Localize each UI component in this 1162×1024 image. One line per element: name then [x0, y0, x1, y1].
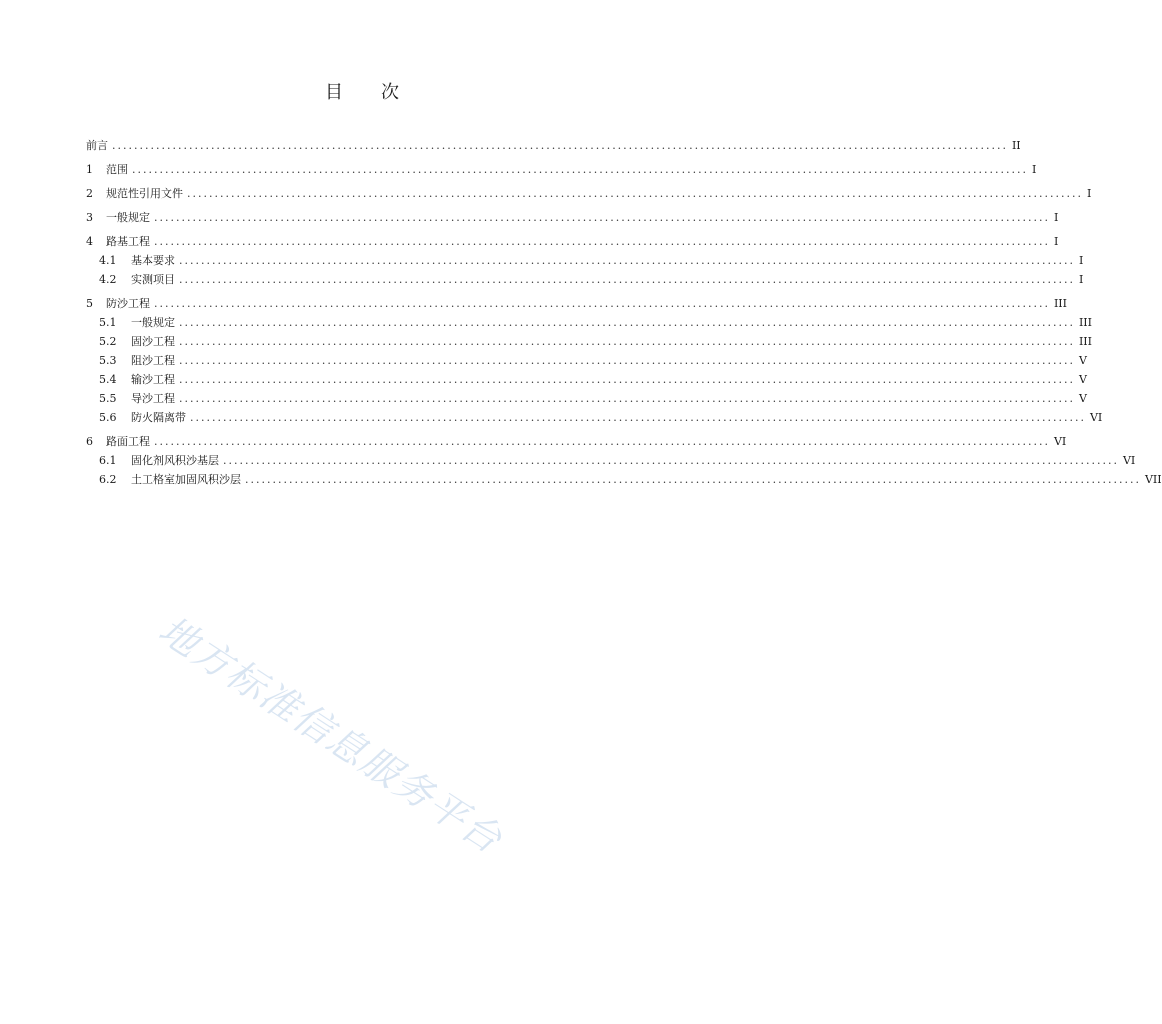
toc-entry-label: 防沙工程: [106, 297, 150, 310]
toc-entry-number: 5.3: [99, 354, 117, 367]
page-title: [0, 78, 724, 104]
toc-entry[interactable]: [86, 208, 1059, 227]
toc-entry-label: 土工格室加固风积沙层: [131, 473, 241, 486]
toc-entry[interactable]: [86, 160, 1037, 179]
toc-dot-leader: ...................................................................................................................................................................: [154, 435, 1050, 448]
toc-entry-page-number: V: [1078, 354, 1087, 367]
table-of-contents: [86, 136, 1162, 489]
toc-entry-page-number: I: [1086, 187, 1092, 200]
toc-entry-page-number: I: [1078, 273, 1084, 286]
toc-entry[interactable]: [86, 251, 1084, 270]
toc-entry-label: 固化剂风积沙基层: [131, 454, 219, 467]
toc-entry-number: 4.2: [99, 273, 117, 286]
toc-entry-page-number: V: [1078, 373, 1087, 386]
toc-entry-number: 5.4: [99, 373, 117, 386]
toc-dot-leader: ...................................................................................................................................................................: [179, 392, 1075, 405]
toc-entry-label: 输沙工程: [131, 373, 175, 386]
toc-entry-number: 6: [86, 435, 93, 448]
toc-entry[interactable]: [86, 432, 1067, 451]
toc-entry-label: 基本要求: [131, 254, 175, 267]
toc-dot-leader: ...................................................................................................................................................................: [179, 254, 1075, 267]
toc-dot-leader: ...................................................................................................................................................................: [132, 163, 1028, 176]
toc-entry-number: 6.2: [99, 473, 117, 486]
toc-entry-number: 5.6: [99, 411, 117, 424]
toc-dot-leader: ...................................................................................................................................................................: [187, 187, 1083, 200]
toc-entry-page-number: I: [1053, 235, 1059, 248]
toc-entry-label: 阻沙工程: [131, 354, 175, 367]
toc-dot-leader: ...................................................................................................................................................................: [245, 473, 1141, 486]
toc-entry-page-number: III: [1078, 335, 1092, 348]
toc-entry-number: 6.1: [99, 454, 117, 467]
toc-entry[interactable]: [86, 408, 1103, 427]
toc-entry-page-number: VI: [1122, 454, 1136, 467]
toc-entry-page-number: V: [1078, 392, 1087, 405]
toc-entry[interactable]: [86, 389, 1087, 408]
toc-dot-leader: ...................................................................................................................................................................: [154, 235, 1050, 248]
toc-entry[interactable]: [86, 332, 1092, 351]
toc-entry-label: 一般规定: [106, 211, 150, 224]
toc-entry-page-number: III: [1078, 316, 1092, 329]
toc-entry[interactable]: [86, 313, 1092, 332]
toc-entry-page-number: I: [1053, 211, 1059, 224]
toc-entry[interactable]: [86, 470, 1162, 489]
toc-entry[interactable]: [86, 232, 1059, 251]
toc-entry[interactable]: [86, 294, 1067, 313]
toc-dot-leader: ...................................................................................................................................................................: [179, 316, 1075, 329]
toc-entry-page-number: VI: [1089, 411, 1103, 424]
toc-entry-label: 路基工程: [106, 235, 150, 248]
toc-entry-number: 1: [86, 163, 93, 176]
toc-entry-number: 2: [86, 187, 93, 200]
toc-entry-number: 5.1: [99, 316, 117, 329]
toc-entry[interactable]: [86, 451, 1136, 470]
toc-entry-number: 4: [86, 235, 93, 248]
toc-entry-number: 5: [86, 297, 93, 310]
toc-entry-page-number: VI: [1053, 435, 1067, 448]
toc-entry-page-number: I: [1031, 163, 1037, 176]
toc-entry-page-number: VII: [1144, 473, 1162, 486]
toc-entry-label: 固沙工程: [131, 335, 175, 348]
toc-entry-page-number: III: [1053, 297, 1067, 310]
toc-dot-leader: ...................................................................................................................................................................: [190, 411, 1086, 424]
toc-dot-leader: ...................................................................................................................................................................: [154, 297, 1050, 310]
toc-entry-label: 路面工程: [106, 435, 150, 448]
toc-entry-number: 4.1: [99, 254, 117, 267]
toc-entry[interactable]: [86, 270, 1084, 289]
title-char-1: 目: [325, 82, 343, 103]
toc-entry[interactable]: [86, 370, 1087, 389]
toc-entry-label: 前言: [86, 139, 108, 152]
toc-dot-leader: ...................................................................................................................................................................: [179, 373, 1075, 386]
toc-entry[interactable]: [86, 184, 1092, 203]
toc-entry-label: 实测项目: [131, 273, 175, 286]
toc-entry-page-number: I: [1078, 254, 1084, 267]
toc-entry-number: 5.5: [99, 392, 117, 405]
toc-entry-label: 防火隔离带: [131, 411, 186, 424]
toc-dot-leader: ...................................................................................................................................................................: [112, 139, 1008, 152]
toc-dot-leader: ...................................................................................................................................................................: [223, 454, 1119, 467]
toc-entry[interactable]: [86, 351, 1087, 370]
toc-entry-label: 范围: [106, 163, 128, 176]
toc-entry-label: 规范性引用文件: [106, 187, 183, 200]
toc-entry-number: 3: [86, 211, 93, 224]
toc-entry-number: 5.2: [99, 335, 117, 348]
toc-dot-leader: ...................................................................................................................................................................: [154, 211, 1050, 224]
toc-entry[interactable]: [86, 136, 1021, 155]
title-char-2: 次: [381, 82, 399, 103]
toc-dot-leader: ...................................................................................................................................................................: [179, 354, 1075, 367]
watermark: 地方标准信息服务平台: [151, 607, 511, 863]
toc-entry-page-number: II: [1011, 139, 1021, 152]
toc-dot-leader: ...................................................................................................................................................................: [179, 273, 1075, 286]
toc-entry-label: 导沙工程: [131, 392, 175, 405]
toc-dot-leader: ...................................................................................................................................................................: [179, 335, 1075, 348]
toc-entry-label: 一般规定: [131, 316, 175, 329]
